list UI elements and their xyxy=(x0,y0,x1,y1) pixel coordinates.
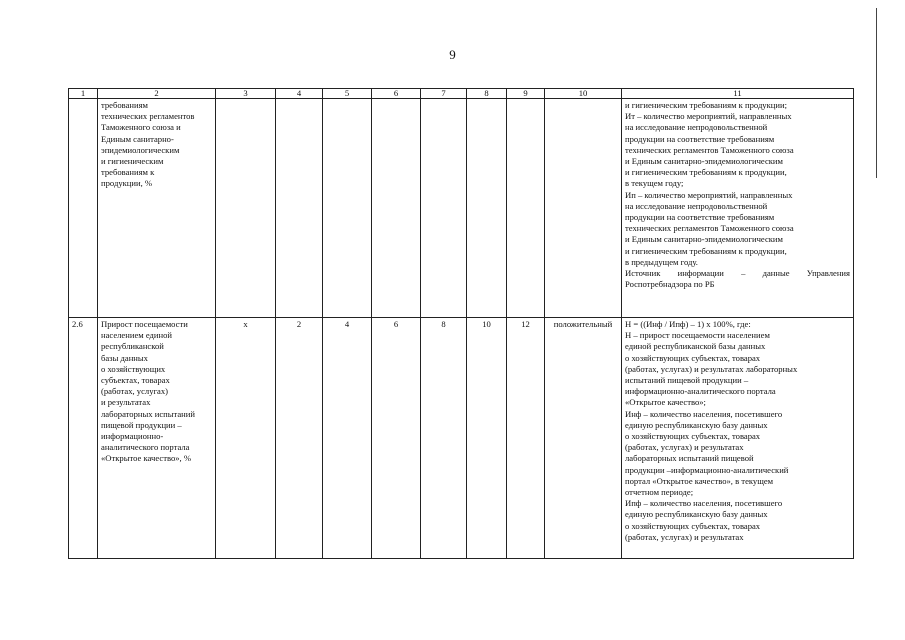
text-line: на исследование непродовольственной xyxy=(625,200,768,211)
text-line: Таможенного союза и xyxy=(101,122,181,133)
value-cell xyxy=(467,99,507,318)
calculation-description xyxy=(622,99,854,318)
text-line: и гигиеническим требованиям к продукции; xyxy=(625,100,787,110)
text-line: о хозяйствующих субъектах, товарах xyxy=(625,520,761,531)
text-line: Единым санитарно- xyxy=(101,133,174,144)
column-header-11: 11 xyxy=(622,89,854,99)
row-number xyxy=(69,99,98,318)
text-line: продукции на соответствие требованиям xyxy=(625,212,775,223)
value-cell: 10 xyxy=(467,318,507,559)
text-line: базы данных xyxy=(101,352,148,363)
text-line: (работах, услугах) и результатах xyxy=(625,531,744,542)
text-line: продукции, % xyxy=(101,178,153,189)
text-line: субъектах, товарах xyxy=(101,375,170,386)
text-line: «Открытое качество», % xyxy=(101,453,191,464)
text-line: лабораторных испытаний пищевой xyxy=(625,453,754,464)
column-header-9: 9 xyxy=(507,89,545,99)
text-line: технических регламентов Таможенного союза xyxy=(625,223,794,234)
text-line: (работах, услугах) xyxy=(101,386,168,397)
text-line: Прирост посещаемости xyxy=(101,319,188,329)
text-line: о хозяйствующих xyxy=(101,363,166,374)
text-line: аналитического портала xyxy=(101,442,190,453)
text-line: информационно-аналитического портала xyxy=(625,386,776,397)
column-header-3: 3 xyxy=(216,89,276,99)
calculation-description xyxy=(622,318,854,559)
column-header-6: 6 xyxy=(372,89,421,99)
text-line: и Единым санитарно-эпидемиологическим xyxy=(625,234,783,245)
value-cell xyxy=(323,99,372,318)
text-line: «Открытое качество»; xyxy=(625,397,706,408)
value-cell xyxy=(372,99,421,318)
text-line: и гигиеническим требованиям к продукции, xyxy=(625,167,787,178)
value-cell: 4 xyxy=(323,318,372,559)
trend-cell: положительный xyxy=(545,318,622,559)
value-cell xyxy=(276,99,323,318)
text-line: требованиям к xyxy=(101,167,155,178)
value-cell: 6 xyxy=(372,318,421,559)
text-line: (работах, услугах) и результатах лабораторных xyxy=(625,363,798,374)
text-line: (работах, услугах) и результатах xyxy=(625,442,744,453)
row-number: 2.6 xyxy=(69,318,98,559)
text-line: портал «Открытое качество», в текущем xyxy=(625,475,774,486)
trend-cell xyxy=(545,99,622,318)
text-line: на исследование непродовольственной xyxy=(625,122,768,133)
text-line: республиканской xyxy=(101,341,164,352)
column-header-1: 1 xyxy=(69,89,98,99)
text-line: Ип – количество мероприятий, направленных xyxy=(625,189,793,200)
indicator-name xyxy=(98,318,216,559)
text-line: в предыдущем году. xyxy=(625,256,698,267)
text-line: единую республиканскую базу данных xyxy=(625,509,768,520)
text-line: о хозяйствующих субъектах, товарах xyxy=(625,431,761,442)
text-line: Ит – количество мероприятий, направленных xyxy=(625,111,792,122)
table-row xyxy=(69,318,854,559)
text-line: Н – прирост посещаемости населением xyxy=(625,330,770,341)
text-line: требованиям xyxy=(101,100,148,110)
text-line: эпидемиологическим xyxy=(101,144,180,155)
value-cell xyxy=(507,99,545,318)
value-cell xyxy=(216,99,276,318)
text-line: пищевой продукции – xyxy=(101,419,182,430)
text-line: в текущем году; xyxy=(625,178,684,189)
text-line: продукции на соответствие требованиям xyxy=(625,133,775,144)
text-line: испытаний пищевой продукции – xyxy=(625,375,749,386)
margin-rule xyxy=(876,8,877,178)
text-line: Н = ((Инф / Ипф) – 1) х 100%, где: xyxy=(625,319,751,329)
text-line: технических регламентов Таможенного союза xyxy=(625,144,794,155)
page-number: 9 xyxy=(449,47,456,62)
indicator-name xyxy=(98,99,216,318)
value-cell: 2 xyxy=(276,318,323,559)
column-number-row xyxy=(69,89,854,99)
value-cell: 12 xyxy=(507,318,545,559)
text-line: продукции –информационно-аналитический xyxy=(625,464,789,475)
text-line: единую республиканскую базу данных xyxy=(625,419,768,430)
column-header-2: 2 xyxy=(98,89,216,99)
text-line: единой республиканской базы данных xyxy=(625,341,766,352)
text-line: и Единым санитарно-эпидемиологическим xyxy=(625,156,783,167)
column-header-4: 4 xyxy=(276,89,323,99)
column-header-7: 7 xyxy=(421,89,467,99)
text-line: и результатах xyxy=(101,397,151,408)
text-line: о хозяйствующих субъектах, товарах xyxy=(625,352,761,363)
value-cell: х xyxy=(216,318,276,559)
column-header-8: 8 xyxy=(467,89,507,99)
text-line: отчетном периоде; xyxy=(625,487,694,498)
text-line: Ипф – количество населения, посетившего xyxy=(625,498,783,509)
column-header-5: 5 xyxy=(323,89,372,99)
text-line: лабораторных испытаний xyxy=(101,408,195,419)
text-line: и гигиеническим требованиям к продукции, xyxy=(625,245,787,256)
text-line: Роспотребнадзора по РБ xyxy=(625,279,715,290)
text-line: Инф – количество населения, посетившего xyxy=(625,408,783,419)
column-header-10: 10 xyxy=(545,89,622,99)
text-line: Источник информации – данные Управления xyxy=(625,268,850,279)
text-line: информационно- xyxy=(101,431,164,442)
text-line: населением единой xyxy=(101,330,173,341)
text-line: и гигиеническим xyxy=(101,156,164,167)
value-cell: 8 xyxy=(421,318,467,559)
text-line: технических регламентов xyxy=(101,111,195,122)
value-cell xyxy=(421,99,467,318)
indicators-table xyxy=(68,88,854,559)
table-row xyxy=(69,99,854,318)
